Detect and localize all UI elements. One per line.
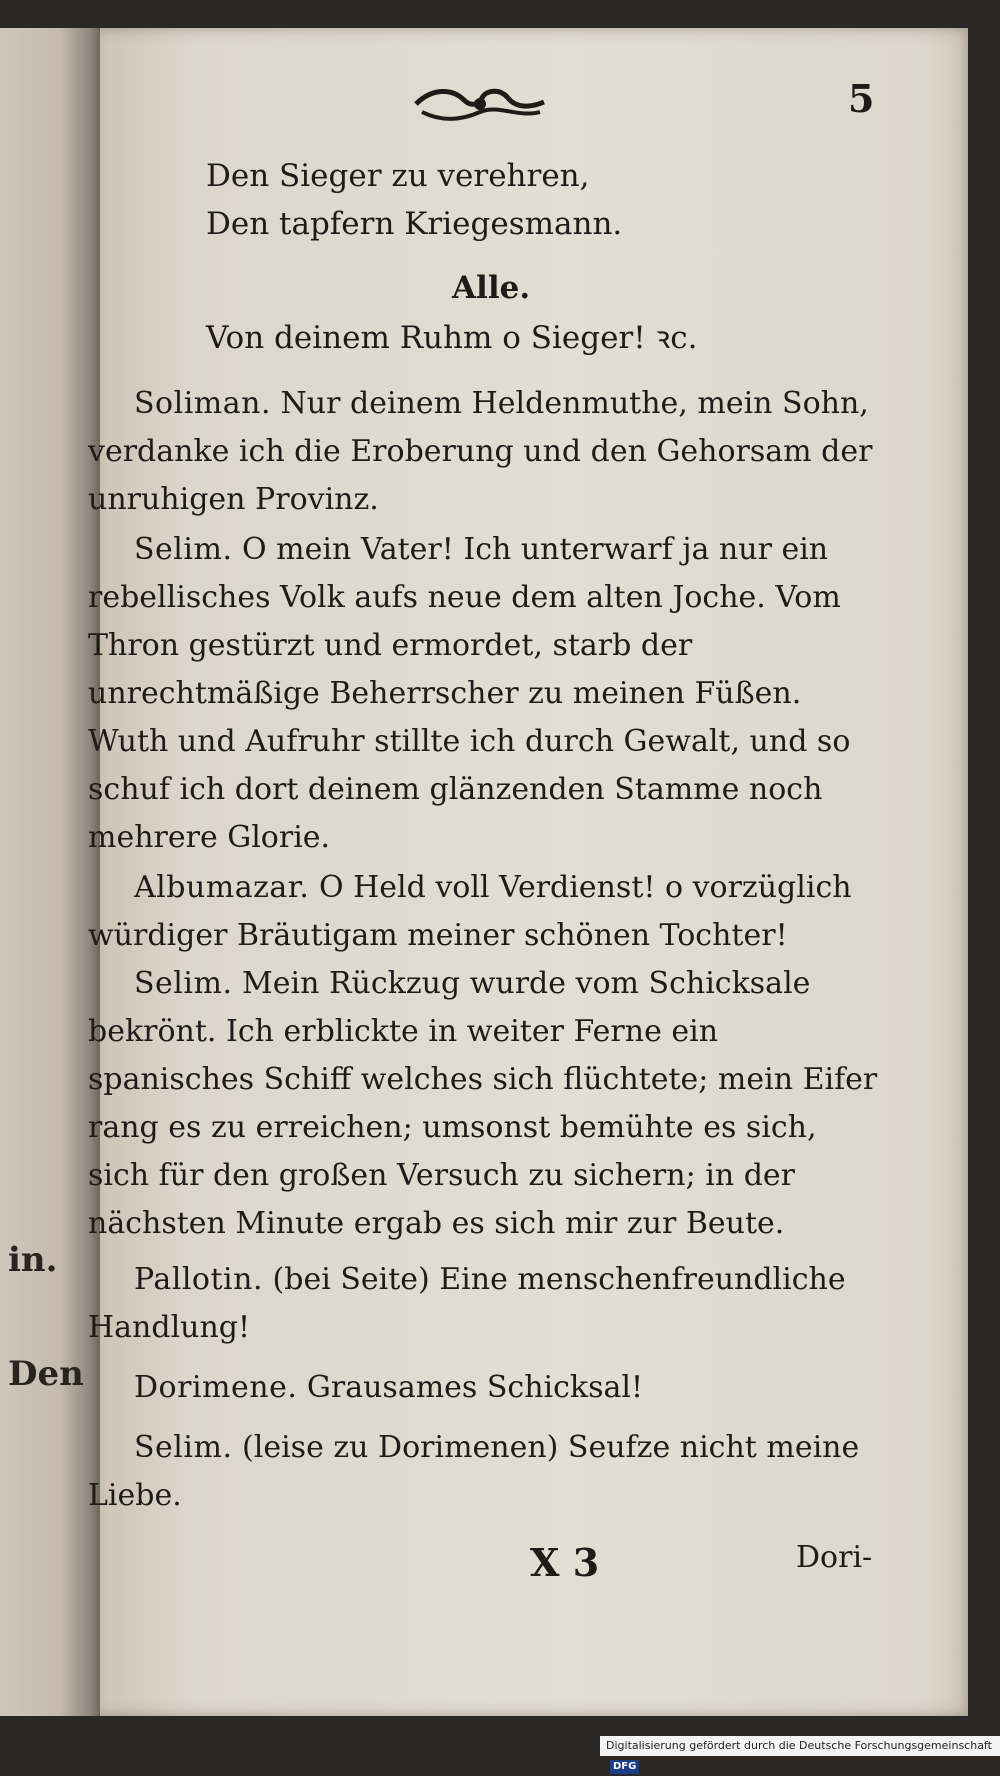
digitization-credit — [600, 1736, 1000, 1772]
catchword: Dori- — [796, 1540, 873, 1575]
speech-block — [88, 380, 878, 524]
speaker-name: Selim. — [134, 1430, 233, 1465]
speech-text: Nur deinem Heldenmuthe, mein Sohn, verdanke ich die Eroberung und den Gehorsam der unruhigen Provinz. — [88, 386, 873, 517]
ornament-icon — [412, 82, 548, 126]
chorus-line: Von deinem Ruhm o Sieger! ꝛc. — [206, 320, 698, 356]
left-page-fragment: in. — [8, 1240, 58, 1280]
chorus-speaker: Alle. — [452, 270, 531, 306]
speech-text: Mein Rückzug wurde vom Schicksale bekrönt. Ich erblickte in weiter Ferne ein spanisches Schiff welches sich flüchtete; mein Eifer rang es zu erreichen; umsonst bemühte es sich, sich für den großen Versuch zu sichern; in der nächsten Minute ergab es sich mir zur Beute. — [88, 966, 878, 1241]
book-gutter — [0, 28, 100, 1716]
speech-block — [88, 1424, 878, 1520]
speech-block — [88, 1364, 878, 1412]
speaker-name: Dorimene. — [134, 1370, 298, 1405]
speaker-name: Selim. — [134, 532, 233, 567]
verse-line: Den tapfern Kriegesmann. — [206, 206, 623, 242]
speech-text: Grausames Schicksal! — [306, 1370, 644, 1405]
verse-line: Den Sieger zu verehren, — [206, 158, 590, 194]
speech-block — [88, 526, 878, 862]
speech-text: O Held voll Verdienst! o vorzüglich würdiger Bräutigam meiner schönen Tochter! — [88, 870, 852, 953]
speaker-name: Albumazar. — [134, 870, 310, 905]
left-page-fragment: Den — [8, 1354, 84, 1394]
speech-text: O mein Vater! Ich unterwarf ja nur ein rebellisches Volk aufs neue dem alten Joche. Vom Thron gestürzt und ermordet, starb der unrechtmäßige Beherrscher zu meinen Füßen. Wuth und Aufruhr stillte ich durch Gewalt, und so schuf ich dort deinem glänzenden Stamme noch mehrere Glorie. — [88, 532, 851, 855]
speaker-name: Pallotin. — [134, 1262, 263, 1297]
speech-block — [88, 864, 878, 960]
speech-block — [88, 960, 878, 1248]
speech-text: (leise zu Dorimenen) Seufze nicht meine Liebe. — [88, 1430, 860, 1513]
page-number: 5 — [848, 76, 875, 121]
signature-mark: X 3 — [530, 1540, 600, 1585]
speech-block — [88, 1256, 878, 1352]
speaker-name: Selim. — [134, 966, 233, 1001]
credit-text: Digitalisierung gefördert durch die Deutsche Forschungsgemeinschaft — [606, 1739, 992, 1752]
dfg-logo: DFG — [610, 1760, 639, 1774]
speech-text: (bei Seite) Eine menschenfreundliche Handlung! — [88, 1262, 846, 1345]
speaker-name: Soliman. — [134, 386, 271, 421]
